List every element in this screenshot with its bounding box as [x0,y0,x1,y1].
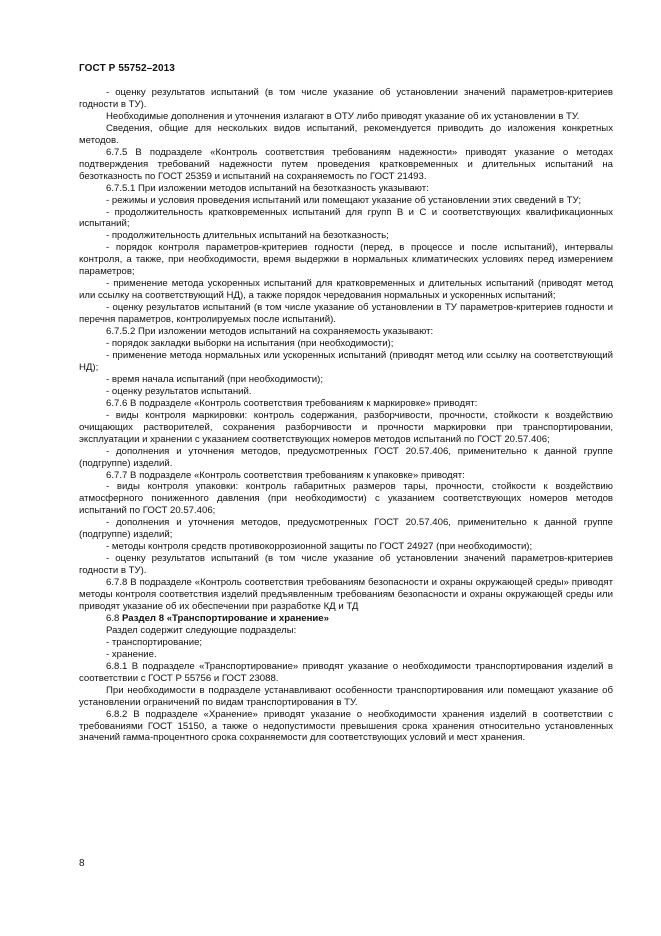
paragraph: 6.7.5.1 При изложении методов испытаний на безотказность указывают: [106,182,429,194]
paragraph: - продолжительность длительных испытаний на безотказность; [106,230,389,242]
paragraph: - применение метода нормальных или ускоренных испытаний (приводят метод или ссылку на соответствующий НД); [79,349,613,373]
paragraph: Сведения, общие для нескольких видов испытаний, рекомендуется приводить до изложения конкретных методов. [79,122,613,146]
section-number: 6.8 [106,612,123,624]
document-code: ГОСТ Р 55752–2013 [79,63,175,74]
paragraph: - применение метода ускоренных испытаний для кратковременных и длительных испытаний (приводят метод или ссылку на соответствующий НД), а также порядок чередования нормальных и ускоренных испытаний; [79,278,613,302]
paragraph: Раздел содержит следующие подразделы: [106,624,297,636]
paragraph: - хранение. [106,648,157,660]
paragraph: - время начала испытаний (при необходимости); [106,373,323,385]
paragraph: - оценку результатов испытаний (в том числе указание об установлении значений параметров-критериев годности в ТУ). [79,553,613,577]
paragraph: 6.8.1 В подразделе «Транспортирование» приводят указание о необходимости транспортирования изделий в соответствии с ГОСТ Р 55756 и ГОСТ 23088. [79,660,613,684]
paragraph: - методы контроля средств противокоррозионной защиты по ГОСТ 24927 (при необходимости); [106,541,533,553]
paragraph: - режимы и условия проведения испытаний или помещают указание об установлении этих сведений в ТУ; [106,194,582,206]
paragraph: - транспортирование; [106,636,203,648]
paragraph: - порядок контроля параметров-критериев годности (перед, в процессе и после испытаний), интервалы контроля, а также, при необходимости, время выдержки в нормальных климатических условиях перед измерением параметров; [79,242,613,278]
paragraph: - дополнения и уточнения методов, предусмотренных ГОСТ 20.57.406, применительно к данной группе (подгруппе) изделий. [79,445,613,469]
paragraph: - продолжительность кратковременных испытаний для групп В и С и соответствующих квалификационных испытаний; [79,206,613,230]
paragraph: - порядок закладки выборки на испытания (при необходимости); [106,338,394,350]
paragraph: 6.7.6 В подразделе «Контроль соответствия требованиям к маркировке» приводят: [106,397,478,409]
paragraph: 6.7.5 В подразделе «Контроль соответствия требованиям надежности» приводят указание о методах подтверждения требований надежности путем проведения кратковременных и длительных испытаний на безотказность по ГОСТ 25359 и испытаний на сохраняемость по ГОСТ 21493. [79,146,613,182]
paragraph: 6.7.5.2 При изложении методов испытаний на сохраняемость указывают: [106,326,434,338]
paragraph: Необходимые дополнения и уточнения излагают в ОТУ либо приводят указание об их установлении в ТУ. [106,110,580,122]
paragraph: - виды контроля упаковки: контроль габаритных размеров тары, прочности, стойкости к воздействию атмосферного пониженного давления (при необходимости) с указанием соответствующих номеров методов испытаний по ГОСТ 20.57.406; [79,481,613,517]
paragraph: 6.7.7 В подразделе «Контроль соответствия требованиям к упаковке» приводят: [106,469,465,481]
section-heading [79,613,613,625]
page-number: 8 [79,858,85,869]
document-body [79,87,613,744]
paragraph: - оценку результатов испытаний. [106,385,252,397]
paragraph: 6.8.2 В подразделе «Хранение» приводят указание о необходимости хранения изделий в соответствии с требованиями ГОСТ 15150, а также о недопустимости превышения срока хранения относительно установленных значений гамма-процентного срока сохраняемости для соответствующих условий и мест хранения. [79,708,613,744]
paragraph: 6.7.8 В подразделе «Контроль соответствия требованиям безопасности и охраны окружающей среды» приводят методы контроля соответствия изделий предъявленным требованиям безопасности и охраны окружающей среды или приводят указание об их обеспечении при разработке КД и ТД [79,577,613,612]
section-title: Раздел 8 «Транспортирование и хранение» [122,612,329,624]
paragraph: - оценку результатов испытаний (в том числе указание об установлении значений параметров-критериев годности в ТУ). [79,87,613,110]
paragraph: При необходимости в подразделе устанавливают особенности транспортирования или помещают указание об установлении ограничений по видам транспортирования в ТУ. [79,684,613,708]
paragraph: - оценку результатов испытаний (в том числе указание об установлении в ТУ параметров-критериев годности и перечня параметров, контролируемых после испытаний). [79,302,613,326]
paragraph: - дополнения и уточнения методов, предусмотренных ГОСТ 20.57.406, применительно к данной группе (подгруппе) изделий; [79,517,613,541]
paragraph: - виды контроля маркировки: контроль содержания, разборчивости, прочности, стойкости к воздействию очищающих растворителей, сохранения разборчивости и прочности маркировки при транспортировании, эксплуатации и хранении с указанием соответствующих номеров методов испытаний по ГОСТ 20.57.406; [79,409,613,445]
